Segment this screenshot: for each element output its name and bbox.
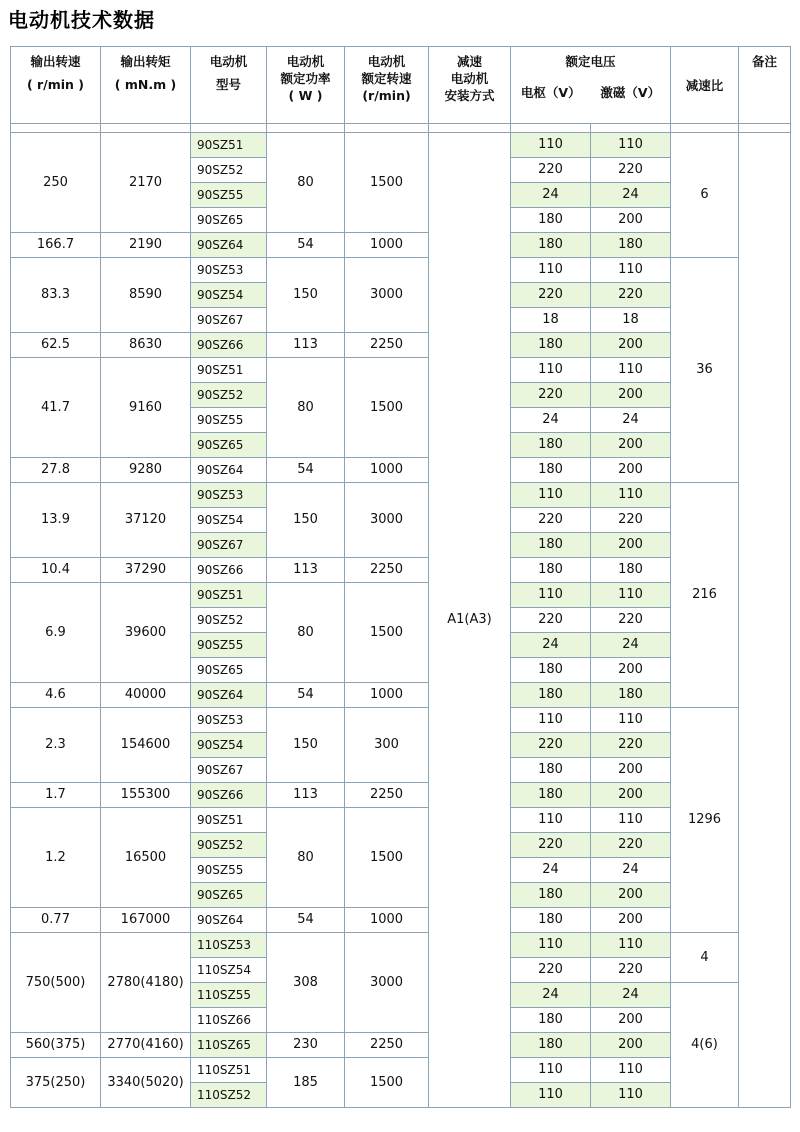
motor-model-cell: 90SZ51 — [191, 358, 267, 383]
armature-voltage-cell: 24 — [511, 983, 591, 1008]
rated-rspeed-cell: 300 — [345, 708, 429, 783]
rated-power-cell: 185 — [267, 1058, 345, 1108]
excitation-voltage-cell: 200 — [591, 458, 671, 483]
armature-voltage-cell: 180 — [511, 533, 591, 558]
motor-model-cell: 90SZ66 — [191, 333, 267, 358]
rated-power-cell: 54 — [267, 458, 345, 483]
motor-model-cell: 90SZ51 — [191, 583, 267, 608]
excitation-voltage-cell: 110 — [591, 258, 671, 283]
remark-cell — [739, 133, 791, 1108]
motor-model-cell: 90SZ55 — [191, 633, 267, 658]
output-torque-cell: 8630 — [101, 333, 191, 358]
output-torque-cell: 9160 — [101, 358, 191, 458]
armature-voltage-cell: 180 — [511, 783, 591, 808]
motor-model-cell: 90SZ67 — [191, 533, 267, 558]
excitation-voltage-cell: 220 — [591, 958, 671, 983]
header-mount-method: 减速 电动机 安装方式 — [429, 47, 511, 124]
rated-power-cell: 54 — [267, 683, 345, 708]
rated-rspeed-cell: 1000 — [345, 683, 429, 708]
excitation-voltage-cell: 200 — [591, 783, 671, 808]
excitation-voltage-cell: 110 — [591, 808, 671, 833]
table-row — [11, 933, 791, 958]
motor-model-cell: 90SZ64 — [191, 683, 267, 708]
header-row — [11, 47, 791, 124]
motor-model-cell: 90SZ65 — [191, 883, 267, 908]
header-rated-voltage: 额定电压 电枢（V） 激磁（V） — [511, 47, 671, 124]
excitation-voltage-cell: 110 — [591, 933, 671, 958]
rated-rspeed-cell: 2250 — [345, 1033, 429, 1058]
motor-model-cell: 90SZ64 — [191, 458, 267, 483]
armature-voltage-cell: 110 — [511, 133, 591, 158]
motor-model-cell: 90SZ53 — [191, 483, 267, 508]
motor-model-cell: 90SZ54 — [191, 283, 267, 308]
rated-power-cell: 54 — [267, 908, 345, 933]
motor-model-cell: 90SZ52 — [191, 608, 267, 633]
motor-model-cell: 90SZ53 — [191, 258, 267, 283]
output-torque-cell: 9280 — [101, 458, 191, 483]
motor-model-cell: 90SZ51 — [191, 133, 267, 158]
output-speed-cell: 166.7 — [11, 233, 101, 258]
armature-voltage-cell: 110 — [511, 1083, 591, 1108]
rated-rspeed-cell: 1000 — [345, 908, 429, 933]
armature-voltage-cell: 220 — [511, 508, 591, 533]
motor-model-cell: 110SZ54 — [191, 958, 267, 983]
excitation-voltage-cell: 24 — [591, 633, 671, 658]
rated-power-cell: 230 — [267, 1033, 345, 1058]
output-speed-cell: 27.8 — [11, 458, 101, 483]
header-output-speed: 输出转速 ( r/min ) — [11, 47, 101, 124]
motor-model-cell: 90SZ64 — [191, 908, 267, 933]
armature-voltage-cell: 180 — [511, 233, 591, 258]
motor-model-cell: 90SZ65 — [191, 658, 267, 683]
motor-model-cell: 110SZ53 — [191, 933, 267, 958]
armature-voltage-cell: 180 — [511, 433, 591, 458]
armature-voltage-cell: 110 — [511, 583, 591, 608]
output-torque-cell: 155300 — [101, 783, 191, 808]
mount-method-cell: A1(A3) — [429, 133, 511, 1108]
table-row — [11, 258, 791, 283]
output-speed-cell: 0.77 — [11, 908, 101, 933]
armature-voltage-cell: 220 — [511, 608, 591, 633]
excitation-voltage-cell: 220 — [591, 158, 671, 183]
excitation-voltage-cell: 180 — [591, 233, 671, 258]
excitation-voltage-cell: 220 — [591, 283, 671, 308]
excitation-voltage-cell: 200 — [591, 1033, 671, 1058]
rated-rspeed-cell: 1500 — [345, 808, 429, 908]
excitation-voltage-cell: 24 — [591, 183, 671, 208]
output-torque-cell: 16500 — [101, 808, 191, 908]
armature-voltage-cell: 180 — [511, 683, 591, 708]
motor-model-cell: 110SZ66 — [191, 1008, 267, 1033]
armature-voltage-cell: 220 — [511, 383, 591, 408]
output-speed-cell: 10.4 — [11, 558, 101, 583]
armature-voltage-cell: 180 — [511, 658, 591, 683]
motor-model-cell: 90SZ51 — [191, 808, 267, 833]
table-row — [11, 133, 791, 158]
excitation-voltage-cell: 200 — [591, 1008, 671, 1033]
armature-voltage-cell: 180 — [511, 883, 591, 908]
excitation-voltage-cell: 24 — [591, 983, 671, 1008]
excitation-voltage-cell: 18 — [591, 308, 671, 333]
output-speed-cell: 250 — [11, 133, 101, 233]
excitation-voltage-cell: 110 — [591, 708, 671, 733]
excitation-voltage-cell: 220 — [591, 508, 671, 533]
output-torque-cell: 2780(4180) — [101, 933, 191, 1033]
excitation-voltage-cell: 200 — [591, 208, 671, 233]
reduction-ratio-cell: 36 — [671, 258, 739, 483]
motor-model-cell: 90SZ65 — [191, 208, 267, 233]
armature-voltage-cell: 110 — [511, 933, 591, 958]
reduction-ratio-cell: 6 — [671, 133, 739, 258]
output-speed-cell: 83.3 — [11, 258, 101, 333]
output-speed-cell: 1.2 — [11, 808, 101, 908]
output-torque-cell: 154600 — [101, 708, 191, 783]
motor-model-cell: 90SZ55 — [191, 858, 267, 883]
armature-voltage-cell: 110 — [511, 1058, 591, 1083]
excitation-voltage-cell: 220 — [591, 733, 671, 758]
rated-rspeed-cell: 1000 — [345, 233, 429, 258]
output-speed-cell: 2.3 — [11, 708, 101, 783]
motor-model-cell: 90SZ53 — [191, 708, 267, 733]
armature-voltage-cell: 24 — [511, 408, 591, 433]
excitation-voltage-cell: 200 — [591, 533, 671, 558]
armature-voltage-cell: 220 — [511, 283, 591, 308]
output-torque-cell: 3340(5020) — [101, 1058, 191, 1108]
excitation-voltage-cell: 200 — [591, 383, 671, 408]
motor-model-cell: 90SZ55 — [191, 183, 267, 208]
reduction-ratio-cell: 216 — [671, 483, 739, 708]
rated-power-cell: 80 — [267, 133, 345, 233]
output-torque-cell: 8590 — [101, 258, 191, 333]
reduction-ratio-cell: 1296 — [671, 708, 739, 933]
excitation-voltage-cell: 220 — [591, 608, 671, 633]
armature-voltage-cell: 110 — [511, 358, 591, 383]
reduction-ratio-cell: 4(6) — [671, 983, 739, 1108]
rated-power-cell: 80 — [267, 808, 345, 908]
rated-power-cell: 308 — [267, 933, 345, 1033]
header-remark: 备注 — [739, 47, 791, 124]
excitation-voltage-cell: 110 — [591, 1083, 671, 1108]
armature-voltage-cell: 180 — [511, 558, 591, 583]
excitation-voltage-cell: 220 — [591, 833, 671, 858]
excitation-voltage-cell: 24 — [591, 408, 671, 433]
header-excitation: 激磁（V） — [600, 85, 661, 100]
output-torque-cell: 40000 — [101, 683, 191, 708]
rated-power-cell: 113 — [267, 333, 345, 358]
motor-model-cell: 90SZ52 — [191, 833, 267, 858]
excitation-voltage-cell: 24 — [591, 858, 671, 883]
rated-power-cell: 113 — [267, 783, 345, 808]
rated-rspeed-cell: 3000 — [345, 483, 429, 558]
rated-rspeed-cell: 1500 — [345, 358, 429, 458]
motor-model-cell: 90SZ52 — [191, 158, 267, 183]
armature-voltage-cell: 18 — [511, 308, 591, 333]
rated-power-cell: 80 — [267, 358, 345, 458]
excitation-voltage-cell: 110 — [591, 358, 671, 383]
rated-rspeed-cell: 1000 — [345, 458, 429, 483]
armature-voltage-cell: 180 — [511, 458, 591, 483]
output-torque-cell: 37290 — [101, 558, 191, 583]
armature-voltage-cell: 180 — [511, 208, 591, 233]
excitation-voltage-cell: 110 — [591, 133, 671, 158]
header-output-torque: 输出转矩 ( mN.m ) — [101, 47, 191, 124]
motor-model-cell: 90SZ55 — [191, 408, 267, 433]
rated-power-cell: 150 — [267, 483, 345, 558]
output-speed-cell: 560(375) — [11, 1033, 101, 1058]
output-speed-cell: 1.7 — [11, 783, 101, 808]
header-reduction-ratio: 减速比 — [671, 47, 739, 124]
motor-model-cell: 110SZ52 — [191, 1083, 267, 1108]
excitation-voltage-cell: 200 — [591, 883, 671, 908]
spacer-row — [11, 124, 791, 133]
rated-rspeed-cell: 1500 — [345, 133, 429, 233]
output-torque-cell: 167000 — [101, 908, 191, 933]
rated-rspeed-cell: 3000 — [345, 933, 429, 1033]
rated-power-cell: 150 — [267, 708, 345, 783]
motor-model-cell: 90SZ52 — [191, 383, 267, 408]
excitation-voltage-cell: 110 — [591, 583, 671, 608]
armature-voltage-cell: 110 — [511, 708, 591, 733]
armature-voltage-cell: 180 — [511, 1033, 591, 1058]
armature-voltage-cell: 110 — [511, 483, 591, 508]
header-armature: 电枢（V） — [520, 85, 581, 100]
excitation-voltage-cell: 200 — [591, 433, 671, 458]
motor-model-cell: 110SZ55 — [191, 983, 267, 1008]
motor-model-cell: 90SZ54 — [191, 733, 267, 758]
output-torque-cell: 39600 — [101, 583, 191, 683]
rated-rspeed-cell: 2250 — [345, 783, 429, 808]
output-speed-cell: 13.9 — [11, 483, 101, 558]
output-speed-cell: 375(250) — [11, 1058, 101, 1108]
header-rated-power: 电动机 额定功率 ( W ) — [267, 47, 345, 124]
armature-voltage-cell: 180 — [511, 908, 591, 933]
armature-voltage-cell: 180 — [511, 333, 591, 358]
header-motor-model: 电动机 型号 — [191, 47, 267, 124]
excitation-voltage-cell: 200 — [591, 333, 671, 358]
excitation-voltage-cell: 180 — [591, 683, 671, 708]
rated-power-cell: 54 — [267, 233, 345, 258]
rated-rspeed-cell: 1500 — [345, 1058, 429, 1108]
page-title: 电动机技术数据 — [8, 8, 155, 32]
rated-rspeed-cell: 3000 — [345, 258, 429, 333]
excitation-voltage-cell: 110 — [591, 483, 671, 508]
header-rated-speed: 电动机 额定转速 (r/min) — [345, 47, 429, 124]
rated-rspeed-cell: 2250 — [345, 333, 429, 358]
rated-power-cell: 113 — [267, 558, 345, 583]
armature-voltage-cell: 220 — [511, 158, 591, 183]
table-row — [11, 483, 791, 508]
output-torque-cell: 37120 — [101, 483, 191, 558]
motor-model-cell: 110SZ51 — [191, 1058, 267, 1083]
motor-model-cell: 90SZ67 — [191, 758, 267, 783]
excitation-voltage-cell: 110 — [591, 1058, 671, 1083]
reduction-ratio-cell: 4 — [671, 933, 739, 983]
rated-power-cell: 150 — [267, 258, 345, 333]
excitation-voltage-cell: 200 — [591, 658, 671, 683]
excitation-voltage-cell: 200 — [591, 758, 671, 783]
armature-voltage-cell: 110 — [511, 808, 591, 833]
armature-voltage-cell: 220 — [511, 958, 591, 983]
armature-voltage-cell: 180 — [511, 1008, 591, 1033]
output-torque-cell: 2190 — [101, 233, 191, 258]
excitation-voltage-cell: 180 — [591, 558, 671, 583]
rated-power-cell: 80 — [267, 583, 345, 683]
motor-model-cell: 90SZ65 — [191, 433, 267, 458]
output-torque-cell: 2170 — [101, 133, 191, 233]
output-speed-cell: 750(500) — [11, 933, 101, 1033]
motor-spec-table — [10, 46, 791, 1108]
rated-rspeed-cell: 2250 — [345, 558, 429, 583]
output-speed-cell: 4.6 — [11, 683, 101, 708]
table-row — [11, 708, 791, 733]
motor-model-cell: 90SZ64 — [191, 233, 267, 258]
excitation-voltage-cell: 200 — [591, 908, 671, 933]
output-speed-cell: 6.9 — [11, 583, 101, 683]
output-speed-cell: 41.7 — [11, 358, 101, 458]
motor-model-cell: 90SZ54 — [191, 508, 267, 533]
armature-voltage-cell: 24 — [511, 183, 591, 208]
armature-voltage-cell: 180 — [511, 758, 591, 783]
armature-voltage-cell: 220 — [511, 833, 591, 858]
motor-model-cell: 90SZ67 — [191, 308, 267, 333]
motor-model-cell: 90SZ66 — [191, 783, 267, 808]
armature-voltage-cell: 24 — [511, 633, 591, 658]
armature-voltage-cell: 24 — [511, 858, 591, 883]
armature-voltage-cell: 110 — [511, 258, 591, 283]
output-torque-cell: 2770(4160) — [101, 1033, 191, 1058]
output-speed-cell: 62.5 — [11, 333, 101, 358]
rated-rspeed-cell: 1500 — [345, 583, 429, 683]
motor-model-cell: 110SZ65 — [191, 1033, 267, 1058]
armature-voltage-cell: 220 — [511, 733, 591, 758]
motor-model-cell: 90SZ66 — [191, 558, 267, 583]
